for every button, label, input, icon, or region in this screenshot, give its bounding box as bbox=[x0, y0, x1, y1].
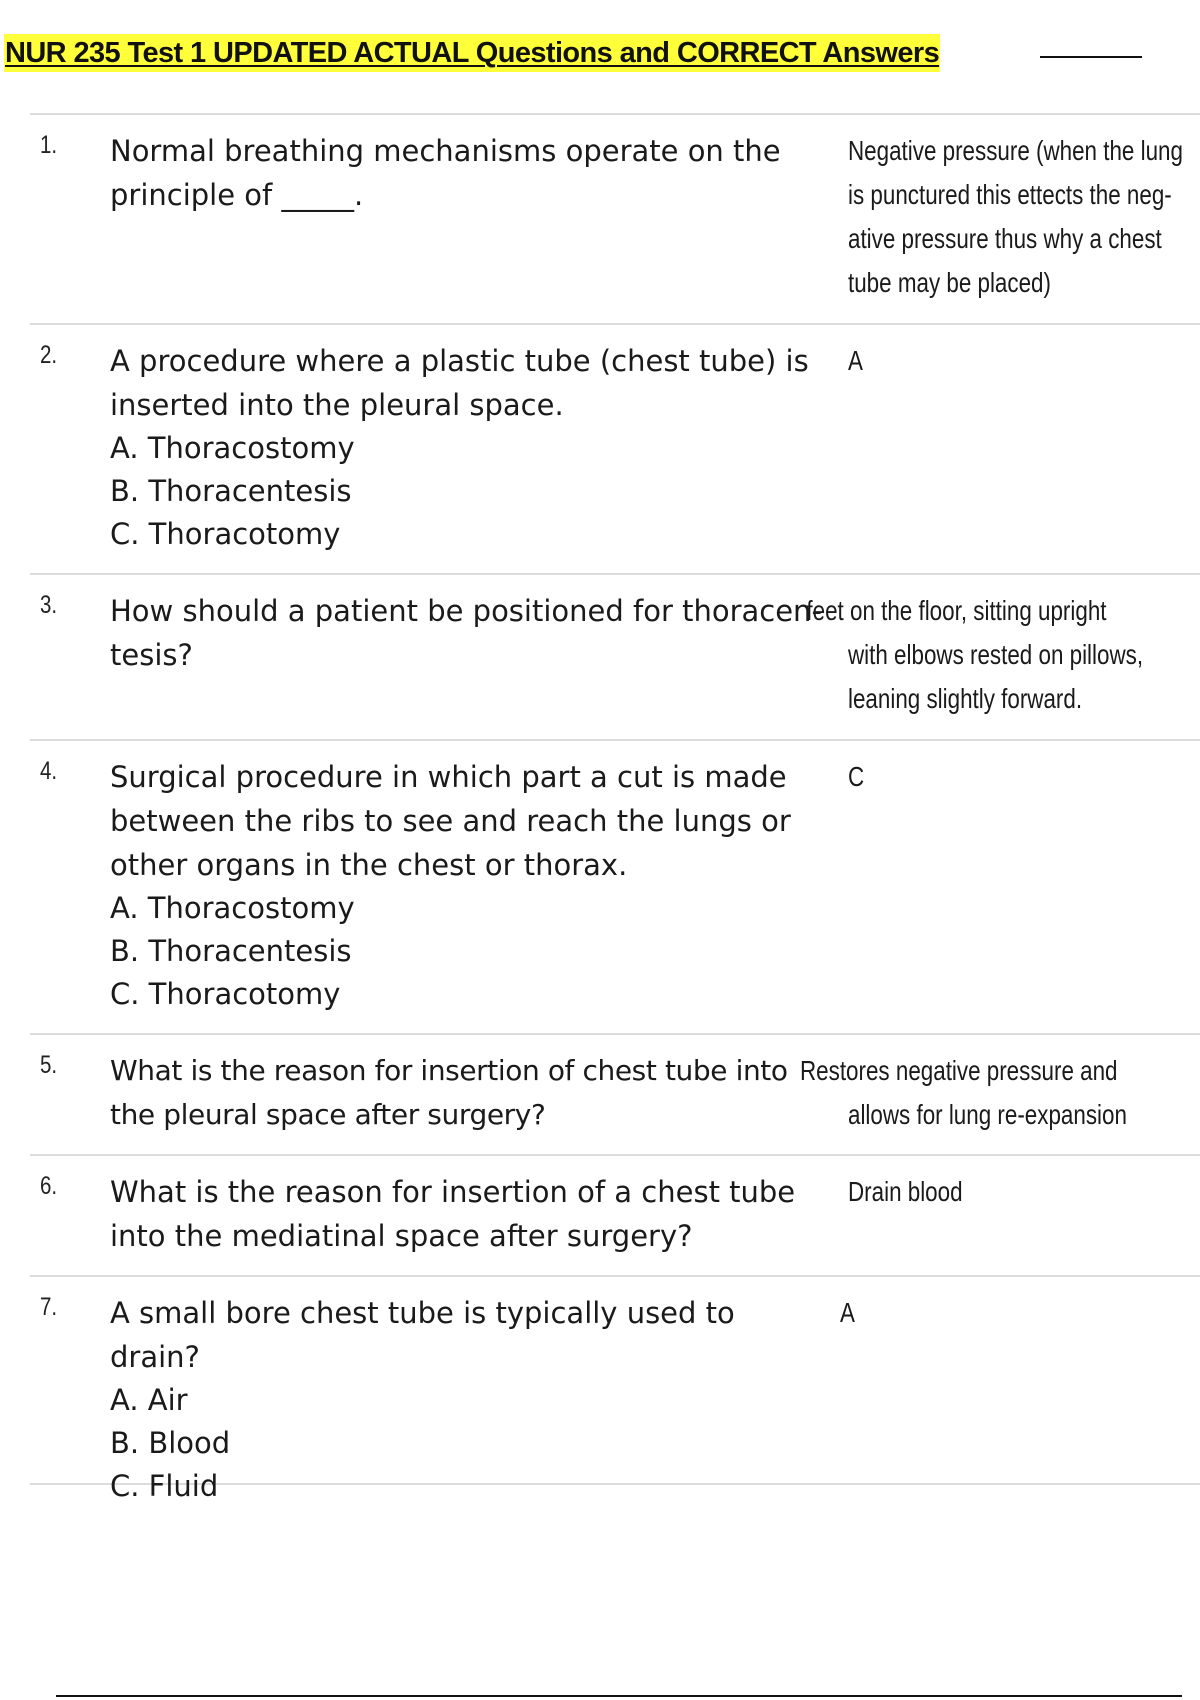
qa-row bbox=[30, 573, 1200, 739]
answer-line: A bbox=[840, 1297, 855, 1328]
question-number: 3. bbox=[40, 591, 58, 619]
answer-line: with elbows rested on pillows, bbox=[848, 639, 1144, 670]
question-text bbox=[110, 1049, 830, 1137]
qa-row bbox=[30, 113, 1200, 323]
answer-line: Restores negative pressure and bbox=[800, 1055, 1118, 1086]
answer-line: Drain blood bbox=[848, 1176, 963, 1207]
question-line: What is the reason for insertion of a chest tube bbox=[110, 1175, 796, 1209]
question-line: A small bore chest tube is typically used to drain? bbox=[110, 1296, 735, 1374]
answer-line: tube may be placed) bbox=[848, 267, 1051, 298]
question-number: 4. bbox=[40, 757, 58, 785]
qa-row bbox=[30, 1275, 1200, 1503]
question-text bbox=[110, 1170, 830, 1258]
qa-row bbox=[30, 739, 1200, 1033]
answer-line: leaning slightly forward. bbox=[848, 683, 1083, 714]
question-line: A procedure where a plastic tube (chest tube) is bbox=[110, 344, 809, 378]
answer-line: Negative pressure (when the lung bbox=[848, 135, 1183, 166]
question-text bbox=[110, 129, 830, 217]
qa-row bbox=[30, 1033, 1200, 1154]
answer-text bbox=[848, 755, 1188, 799]
title-rule bbox=[1040, 56, 1142, 58]
question-line: tesis? bbox=[110, 638, 193, 672]
question-number: 2. bbox=[40, 341, 58, 369]
answer-text bbox=[848, 339, 1188, 383]
answer-option: A. Thoracostomy bbox=[110, 891, 355, 925]
question-line: principle of _____. bbox=[110, 178, 364, 212]
question-line: How should a patient be positioned for thoracen- bbox=[110, 594, 822, 628]
question-line: inserted into the pleural space. bbox=[110, 388, 564, 422]
question-line: the pleural space after surgery? bbox=[110, 1098, 546, 1131]
answer-option: B. Blood bbox=[110, 1426, 231, 1460]
answer-option: C. Fluid bbox=[110, 1469, 219, 1503]
answer-text bbox=[840, 1291, 1180, 1335]
question-line: into the mediatinal space after surgery? bbox=[110, 1219, 693, 1253]
document-header bbox=[4, 34, 1144, 74]
question-line: other organs in the chest or thorax. bbox=[110, 848, 628, 882]
answer-option: C. Thoracotomy bbox=[110, 517, 341, 551]
question-line: Normal breathing mechanisms operate on the bbox=[110, 134, 781, 168]
answer-option: A. Thoracostomy bbox=[110, 431, 355, 465]
answer-text bbox=[848, 129, 1188, 305]
question-text bbox=[110, 1291, 830, 1508]
answer-text bbox=[800, 1049, 1188, 1137]
answer-line: is punctured this ettects the neg- bbox=[848, 179, 1172, 210]
answer-line: feet on the floor, sitting upright bbox=[806, 595, 1107, 626]
question-text bbox=[110, 589, 830, 677]
answer-option: B. Thoracentesis bbox=[110, 474, 352, 508]
answer-text bbox=[848, 1170, 1188, 1214]
document-title: NUR 235 Test 1 UPDATED ACTUAL Questions and CORRECT Answers bbox=[4, 34, 940, 72]
qa-row bbox=[30, 1154, 1200, 1275]
answer-option: A. Air bbox=[110, 1383, 188, 1417]
question-number: 5. bbox=[40, 1051, 58, 1079]
question-line: between the ribs to see and reach the lungs or bbox=[110, 804, 791, 838]
question-text bbox=[110, 755, 830, 1016]
question-text bbox=[110, 339, 830, 556]
answer-option: B. Thoracentesis bbox=[110, 934, 352, 968]
question-line: Surgical procedure in which part a cut is made bbox=[110, 760, 787, 794]
answer-line: ative pressure thus why a chest bbox=[848, 223, 1162, 254]
qa-table bbox=[30, 113, 1200, 1503]
answer-line: C bbox=[848, 761, 865, 792]
answer-text bbox=[806, 589, 1188, 721]
answer-option: C. Thoracotomy bbox=[110, 977, 341, 1011]
question-number: 6. bbox=[40, 1172, 58, 1200]
question-number: 7. bbox=[40, 1293, 58, 1321]
footer-rule bbox=[56, 1695, 1182, 1697]
answer-line: allows for lung re-expansion bbox=[848, 1099, 1127, 1130]
question-number: 1. bbox=[40, 131, 58, 159]
answer-line: A bbox=[848, 345, 863, 376]
question-line: What is the reason for insertion of chest tube into bbox=[110, 1054, 788, 1087]
qa-row bbox=[30, 323, 1200, 573]
